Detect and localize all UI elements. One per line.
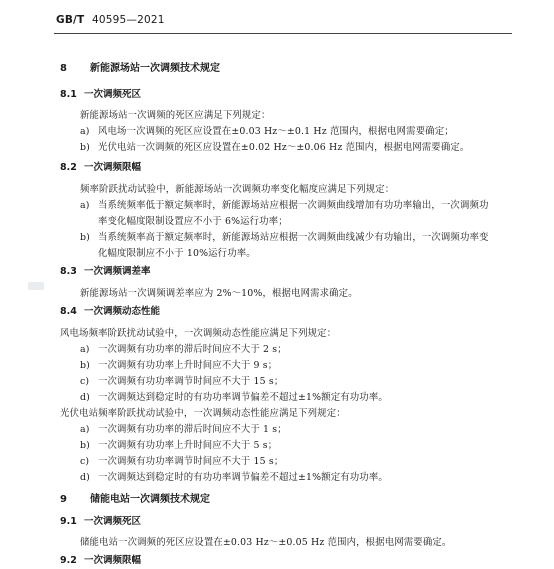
section-number: 8.3 <box>60 266 77 277</box>
section-9-heading <box>60 490 210 505</box>
section-number: 9.2 <box>60 555 77 566</box>
list-item-continuation: 率变化幅度限制设置应不小于 6%运行功率； <box>98 216 288 227</box>
list-item <box>80 373 283 387</box>
list-label: a) <box>80 200 90 211</box>
list-text: 一次调频有功功率调节时间应不大于 15 s； <box>98 376 284 387</box>
list-text: 一次调频达到稳定时的有功功率调节偏差不超过±1%额定有功功率。 <box>98 472 388 483</box>
section-title: 一次调频限幅 <box>84 162 142 173</box>
list-item <box>80 357 277 371</box>
list-text: 一次调频有功功率调节时间应不大于 15 s； <box>98 456 284 467</box>
section-number: 8.2 <box>60 162 77 173</box>
list-text: 当系统频率低于额定频率时，新能源场站应根据一次调频曲线增加有功功率输出，一次调频功 <box>98 200 489 211</box>
section-number: 9.1 <box>60 516 77 527</box>
header-rule <box>54 33 512 34</box>
paragraph: 风电场频率阶跃扰动试验中，一次调频动态性能应满足下列规定： <box>60 328 337 339</box>
list-text: 一次调频有功功率的滞后时间应不大于 1 s； <box>98 424 287 435</box>
list-item <box>80 341 287 355</box>
paragraph: 光伏电站频率阶跃扰动试验中，一次调频动态性能应满足下列规定： <box>60 408 346 419</box>
section-9-2-heading <box>60 552 141 566</box>
list-label: b) <box>80 360 90 371</box>
section-8-heading <box>60 59 220 74</box>
list-label: c) <box>80 456 90 467</box>
list-label: a) <box>80 344 90 355</box>
paragraph: 频率阶跃扰动试验中，新能源场站一次调频功率变化幅度应满足下列规定： <box>80 184 395 195</box>
section-title: 一次调频调差率 <box>84 266 151 277</box>
list-item <box>80 229 489 243</box>
list-item <box>80 421 287 435</box>
standard-header <box>56 14 165 26</box>
list-item <box>80 139 469 153</box>
list-text: 光伏电站一次调频的死区应设置在±0.02 Hz～±0.06 Hz 范围内，根据电网需要确定。 <box>98 142 470 153</box>
list-label: c) <box>80 376 90 387</box>
section-9-1-heading <box>60 513 141 527</box>
list-item <box>80 453 283 467</box>
list-label: b) <box>80 440 90 451</box>
section-title: 储能电站一次调频技术规定 <box>90 494 210 505</box>
list-label: a) <box>80 126 90 137</box>
list-label: b) <box>80 232 90 243</box>
list-label: a) <box>80 424 90 435</box>
section-8-2-heading <box>60 159 141 173</box>
section-number: 9 <box>60 494 67 505</box>
list-item <box>80 469 388 483</box>
section-title: 新能源场站一次调频技术规定 <box>90 63 220 74</box>
list-label: d) <box>80 392 90 403</box>
list-item <box>80 197 489 211</box>
section-title: 一次调频死区 <box>84 516 142 527</box>
section-number: 8.4 <box>60 306 77 317</box>
paragraph: 新能源场站一次调频调差率应为 2%～10%，根据电网需求确定。 <box>80 288 358 299</box>
list-item <box>80 389 388 403</box>
standard-number: 40595—2021 <box>91 14 165 26</box>
section-number: 8.1 <box>60 89 77 100</box>
section-title: 一次调频动态性能 <box>84 306 161 317</box>
list-text: 当系统频率高于额定频率时，新能源场站应根据一次调频曲线减少有功输出，一次调频功率变 <box>98 232 489 243</box>
list-text: 风电场一次调频的死区应设置在±0.03 Hz～±0.1 Hz 范围内，根据电网需要确定； <box>98 126 454 137</box>
list-item-continuation: 化幅度限制应不小于 10%运行功率。 <box>98 248 256 259</box>
list-item <box>80 123 454 137</box>
list-item <box>80 437 277 451</box>
standard-code: GB/T <box>56 14 85 26</box>
section-title: 一次调频限幅 <box>84 555 142 566</box>
section-8-1-heading <box>60 86 141 100</box>
paragraph: 储能电站一次调频的死区应设置在±0.03 Hz～±0.05 Hz 范围内，根据电网需要确定。 <box>80 537 452 548</box>
list-text: 一次调频有功功率的滞后时间应不大于 2 s； <box>98 344 287 355</box>
section-8-3-heading <box>60 263 151 277</box>
section-number: 8 <box>60 63 67 74</box>
list-text: 一次调频有功功率上升时间应不大于 9 s； <box>98 360 278 371</box>
list-label: b) <box>80 142 90 153</box>
list-text: 一次调频达到稳定时的有功功率调节偏差不超过±1%额定有功功率。 <box>98 392 388 403</box>
section-8-4-heading <box>60 303 160 317</box>
scan-artifact <box>28 282 44 290</box>
paragraph: 新能源场站一次调频的死区应满足下列规定： <box>80 110 271 121</box>
list-text: 一次调频有功功率上升时间应不大于 5 s； <box>98 440 278 451</box>
list-label: d) <box>80 472 90 483</box>
section-title: 一次调频死区 <box>84 89 142 100</box>
